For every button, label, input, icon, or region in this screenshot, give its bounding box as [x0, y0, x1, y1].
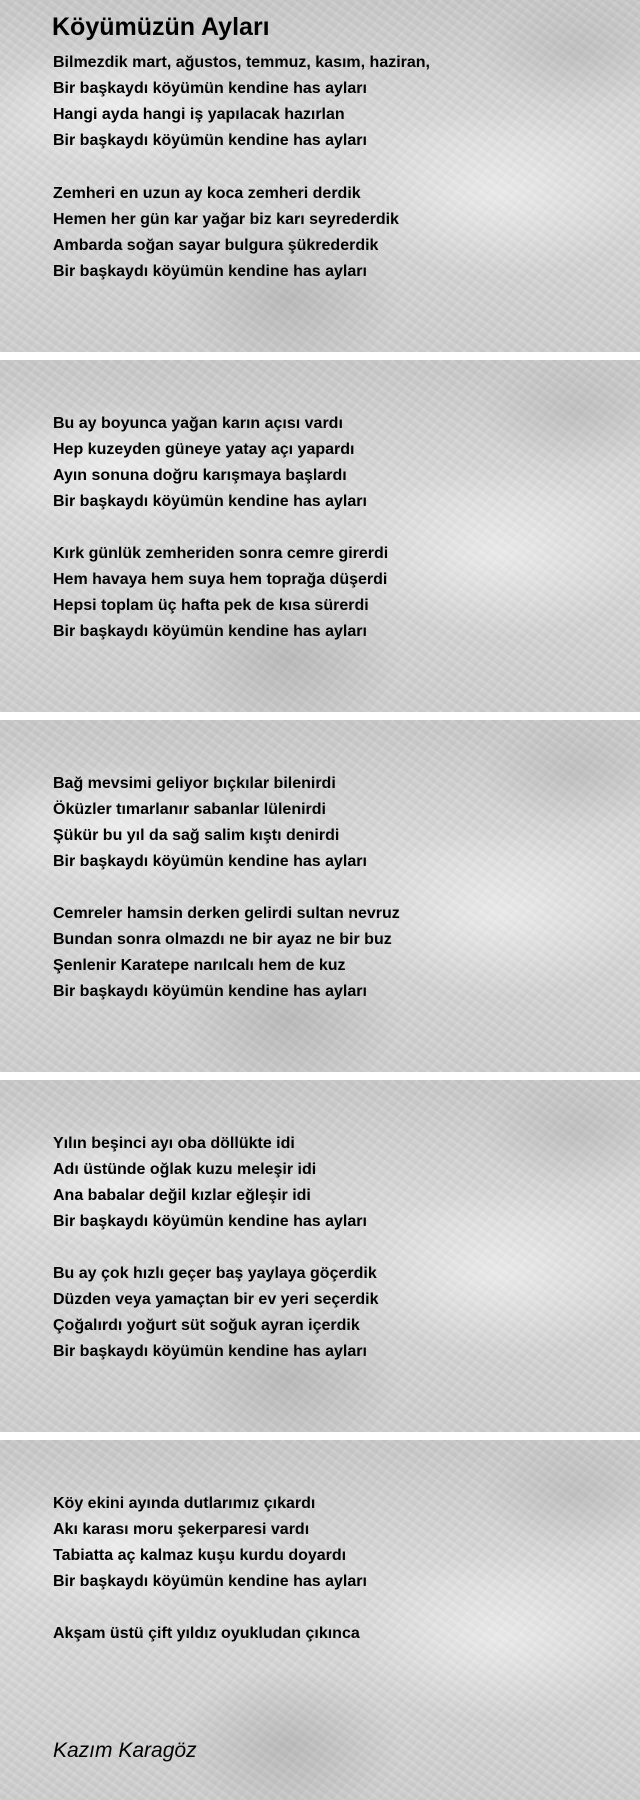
stanza: [53, 1261, 379, 1365]
stanza: [53, 1131, 367, 1235]
poem-line: Ayın sonuna doğru karışmaya başlardı: [53, 467, 347, 484]
poem-line: Bu ay boyunca yağan karın açısı vardı: [53, 415, 343, 432]
poem-line: Çoğalırdı yoğurt süt soğuk ayran içerdik: [53, 1317, 360, 1334]
poem-line: Hep kuzeyden güneye yatay açı yapardı: [53, 441, 355, 458]
poem-line: Bir başkaydı köyümün kendine has ayları: [53, 1573, 367, 1590]
poem-line: Şenlenir Karatepe narılcalı hem de kuz: [53, 957, 346, 974]
stanza: [53, 50, 430, 154]
poem-line: Hangi ayda hangi iş yapılacak hazırlan: [53, 106, 345, 123]
stanza: [53, 901, 400, 1005]
poem-line: Hemen her gün kar yağar biz karı seyrederdik: [53, 211, 399, 228]
poem-line: Bu ay çok hızlı geçer baş yaylaya göçerdik: [53, 1265, 377, 1282]
poem-line: Bir başkaydı köyümün kendine has ayları: [53, 1213, 367, 1230]
poem-line: Adı üstünde oğlak kuzu meleşir idi: [53, 1161, 317, 1178]
poem-line: Tabiatta aç kalmaz kuşu kurdu doyardı: [53, 1547, 347, 1564]
poem-line: Bir başkaydı köyümün kendine has ayları: [53, 983, 367, 1000]
stanza: [53, 541, 388, 645]
poem-line: Bağ mevsimi geliyor bıçkılar bilenirdi: [53, 775, 336, 792]
poem-line: Bir başkaydı köyümün kendine has ayları: [53, 493, 367, 510]
poem-line: Hem havaya hem suya hem toprağa düşerdi: [53, 571, 388, 588]
poem-line: Kırk günlük zemheriden sonra cemre girerdi: [53, 545, 389, 562]
poem-line: Düzden veya yamaçtan bir ev yeri seçerdik: [53, 1291, 379, 1308]
poem-line: Akı karası moru şekerparesi vardı: [53, 1521, 310, 1538]
poem-line: Ana babalar değil kızlar eğleşir idi: [53, 1187, 311, 1204]
stanza: [53, 181, 399, 285]
poem-line: Bir başkaydı köyümün kendine has ayları: [53, 132, 367, 149]
poem-line: Bir başkaydı köyümün kendine has ayları: [53, 853, 367, 870]
poem-line: Zemheri en uzun ay koca zemheri derdik: [53, 185, 361, 202]
stanza: [53, 411, 367, 515]
poem-line: Köy ekini ayında dutlarımız çıkardı: [53, 1495, 316, 1512]
poem-line: Bilmezdik mart, ağustos, temmuz, kasım, haziran,: [53, 54, 430, 71]
poem-title: Köyümüzün Ayları: [52, 13, 270, 41]
poem-line: Öküzler tımarlanır sabanlar lülenirdi: [53, 801, 326, 818]
poem-line: Akşam üstü çift yıldız oyukludan çıkınca: [53, 1625, 360, 1642]
poem-line: Cemreler hamsin derken gelirdi sultan nevruz: [53, 905, 400, 922]
stanza: [53, 1491, 367, 1595]
poem-author: Kazım Karagöz: [53, 1739, 197, 1762]
poem-line: Şükür bu yıl da sağ salim kıştı denirdi: [53, 827, 340, 844]
stanza: [53, 771, 367, 875]
poem-line: Yılın beşinci ayı oba döllükte idi: [53, 1135, 295, 1152]
poem-line: Bir başkaydı köyümün kendine has ayları: [53, 80, 367, 97]
poem-line: Ambarda soğan sayar bulgura şükrederdik: [53, 237, 379, 254]
stanza: [53, 1621, 360, 1647]
poem-line: Bundan sonra olmazdı ne bir ayaz ne bir buz: [53, 931, 392, 948]
poem-line: Bir başkaydı köyümün kendine has ayları: [53, 263, 367, 280]
poem-line: Bir başkaydı köyümün kendine has ayları: [53, 623, 367, 640]
poem-line: Bir başkaydı köyümün kendine has ayları: [53, 1343, 367, 1360]
poem-line: Hepsi toplam üç hafta pek de kısa sürerdi: [53, 597, 369, 614]
